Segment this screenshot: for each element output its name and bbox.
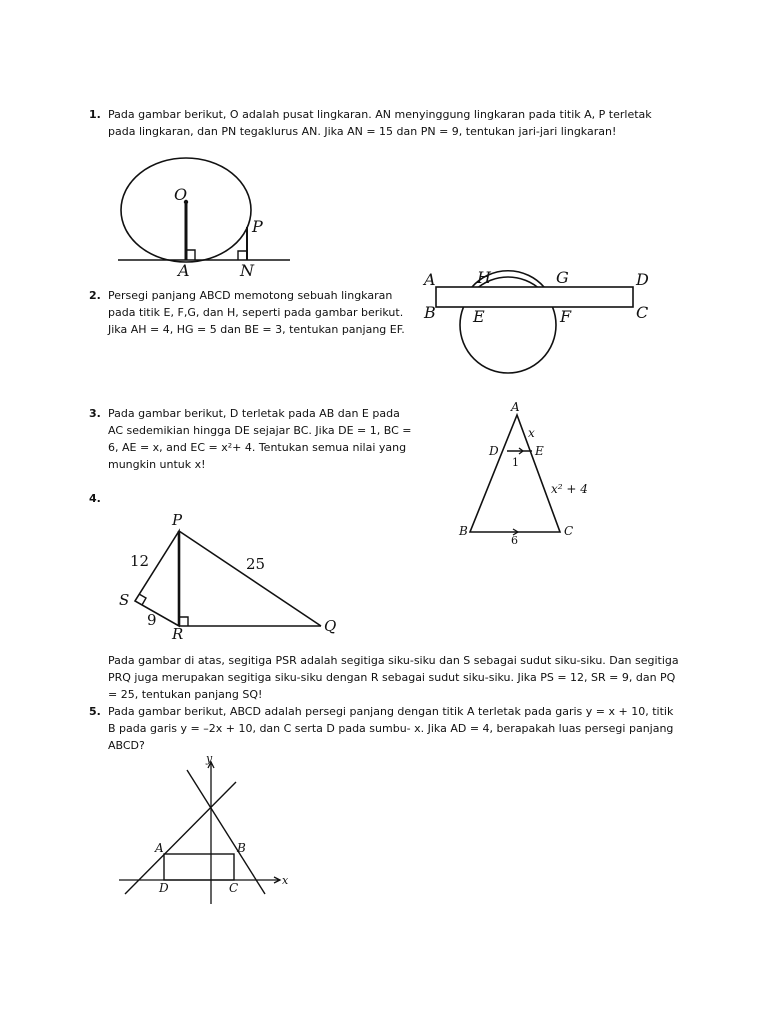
problem-1-line-2: pada lingkaran, dan PN tegaklurus AN. Jika AN = 15 dan PN = 9, tentukan jari-jari lingkaran! (108, 125, 617, 138)
label-q: Q (324, 617, 337, 635)
label-de-length: 1 (512, 456, 519, 469)
label-o: O (174, 185, 188, 204)
segment-pq (179, 531, 321, 626)
right-triangles-figure (110, 505, 350, 645)
circle-tangent-figure (110, 140, 300, 280)
problem-3-line-2: AC sedemikian hingga DE sejajar BC. Jika DE = 1, BC = (108, 424, 412, 437)
label-sr-length: 9 (147, 611, 157, 629)
label-a: A (178, 261, 190, 280)
label-x: x (528, 426, 535, 440)
problem-4-line-1: Pada gambar di atas, segitiga PSR adalah segitiga siku-siku dan S sebagai sudut siku-siku. Dan segitiga (108, 654, 679, 667)
label-e: E (535, 444, 544, 458)
problem-5-line-1: Pada gambar berikut, ABCD adalah persegi panjang dengan titik A terletak pada garis y = x + 10, titik (108, 705, 674, 718)
line-y-neg2x-plus-10 (187, 770, 265, 894)
problem-5-number: 5. (89, 705, 101, 718)
label-b: B (459, 524, 468, 538)
problem-4-line-2: PRQ juga merupakan segitiga siku-siku dengan R sebagai sudut siku-siku. Jika PS = 12, SR = 9, dan PQ (108, 671, 676, 684)
label-h: H (477, 268, 491, 287)
label-ps-length: 12 (130, 552, 150, 570)
label-b: B (424, 303, 436, 322)
label-r: R (172, 625, 184, 643)
label-y-axis: y (206, 752, 213, 765)
problem-3-line-3: 6, AE = x, and EC = x²+ 4. Tentukan semua nilai yang (108, 441, 407, 454)
rectangle-abcd (164, 854, 234, 880)
label-g: G (556, 268, 569, 287)
label-d: D (636, 270, 649, 289)
label-p: P (252, 217, 263, 236)
coordinate-figure (110, 752, 300, 912)
label-pq-length: 25 (246, 555, 266, 573)
problem-3-number: 3. (89, 407, 101, 420)
label-c: C (229, 881, 239, 895)
label-d: D (489, 444, 499, 458)
label-x-axis: x (282, 874, 289, 887)
problem-5-line-2: B pada garis y = –2x + 10, dan C serta D pada sumbu- x. Jika AD = 4, berapakah luas persegi panjang (108, 722, 674, 735)
problem-3-line-4: mungkin untuk x! (108, 458, 206, 471)
label-bc-length: 6 (511, 534, 518, 547)
problem-1-line-1: Pada gambar berikut, O adalah pusat lingkaran. AN menyinggung lingkaran pada titik A, P terletak (108, 108, 652, 121)
label-p: P (172, 511, 183, 529)
label-n: N (240, 261, 254, 280)
label-s: S (119, 591, 130, 609)
rectangle-abcd (436, 287, 633, 307)
triangle-abc (470, 415, 560, 532)
triangle-psr (135, 531, 179, 626)
label-e: E (473, 307, 485, 326)
problem-5-line-3: ABCD? (108, 739, 145, 752)
rectangle-circle-figure (420, 265, 660, 390)
line-y-x-plus-10 (125, 782, 239, 895)
right-angle-n (238, 251, 247, 260)
problem-1-number: 1. (89, 108, 101, 121)
label-a: A (424, 270, 436, 289)
label-f: F (560, 307, 572, 326)
label-b: B (237, 841, 246, 855)
similar-triangle-figure (450, 395, 600, 550)
problem-3-line-1: Pada gambar berikut, D terletak pada AB dan E pada (108, 407, 400, 420)
problem-2-line-2: pada titik E, F,G, dan H, seperti pada gambar berikut. (108, 306, 404, 319)
problem-2-line-3: Jika AH = 4, HG = 5 dan BE = 3, tentukan panjang EF. (108, 323, 405, 336)
problem-2-number: 2. (89, 289, 101, 302)
problem-4-number: 4. (89, 492, 101, 505)
problem-4-line-3: = 25, tentukan panjang SQ! (108, 688, 263, 701)
label-a: A (511, 400, 520, 414)
label-c: C (564, 524, 574, 538)
label-c: C (636, 303, 649, 322)
label-a: A (155, 841, 164, 855)
problem-2-line-1: Persegi panjang ABCD memotong sebuah lingkaran (108, 289, 393, 302)
label-d: D (159, 881, 169, 895)
label-ec-length: x² + 4 (551, 482, 588, 496)
